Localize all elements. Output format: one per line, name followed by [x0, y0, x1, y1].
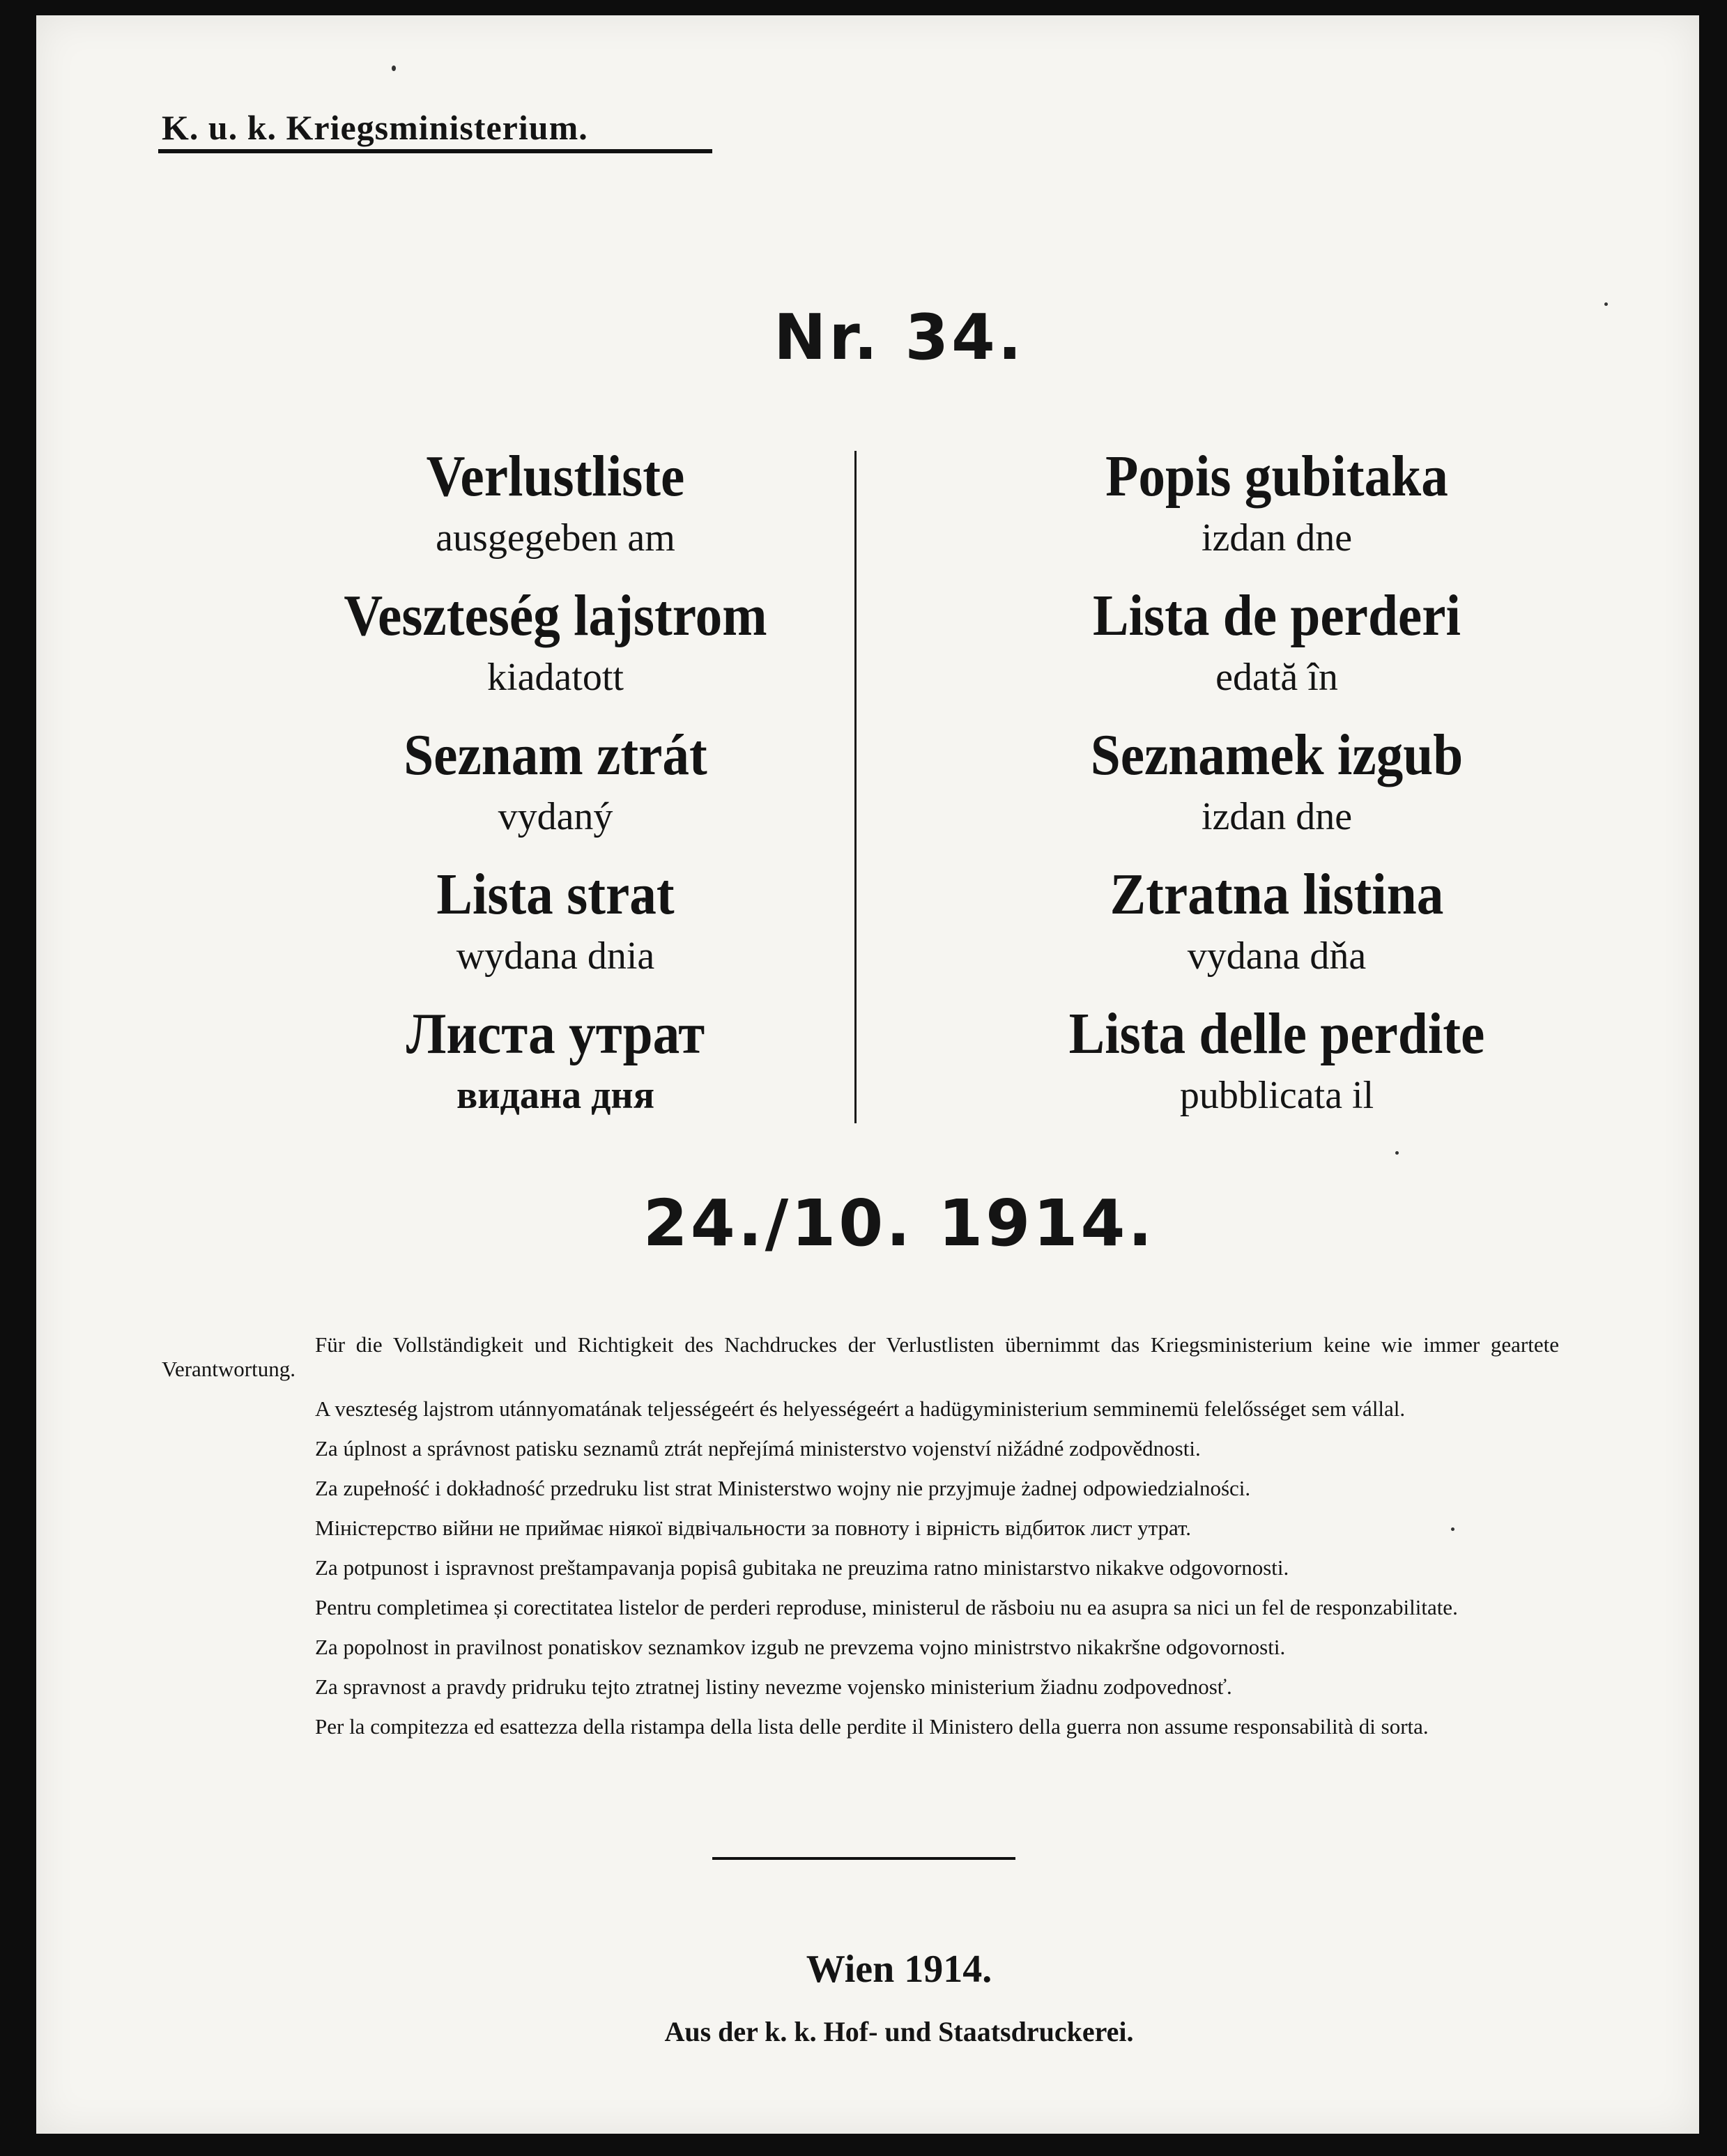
- title-slovene: Seznamek izgub: [1090, 723, 1464, 787]
- ink-speck: [392, 66, 396, 71]
- title-czech: Seznam ztrát: [404, 723, 707, 787]
- title-entry-romanian: [914, 580, 1639, 719]
- title-polish: Lista strat: [436, 862, 675, 927]
- subtitle-slovene: izdan dne: [1201, 795, 1353, 838]
- subtitle-ruthenian: видана дня: [456, 1074, 654, 1117]
- disclaimer-hungarian: A veszteség lajstrom utánnyomatának teljességeért és helyességeért a hadügyministerium semminemü felelősséget sem vállal.: [315, 1396, 1406, 1421]
- imprint-printer: Aus der k. k. Hof- und Staatsdruckerei.: [664, 2016, 1134, 2047]
- disclaimer-czech: Za úplnost a správnost patisku seznamů ztrát nepřejímá ministerstvo vojenství nižádné zodpovědnosti.: [315, 1436, 1201, 1461]
- subtitle-czech: vydaný: [498, 795, 613, 838]
- header-rule: [158, 149, 712, 153]
- subtitle-slovak: vydana dňa: [1187, 934, 1367, 978]
- titles-left-column: [190, 440, 921, 1137]
- title-hungarian: Veszteség lajstrom: [344, 583, 767, 648]
- title-entry-slovak: [914, 858, 1639, 998]
- ministry-header: K. u. k. Kriegsministerium.: [162, 108, 588, 147]
- title-entry-croatian: [914, 440, 1639, 580]
- title-slovak: Ztratna listina: [1110, 862, 1444, 927]
- list-number: Nr. 34.: [774, 301, 1024, 374]
- ink-speck: [1395, 1151, 1399, 1155]
- title-entry-hungarian: [190, 580, 921, 719]
- subtitle-italian: pubblicata il: [1179, 1074, 1374, 1117]
- title-entry-ruthenian: [190, 998, 921, 1137]
- disclaimer-german: Für die Vollständigkeit und Richtigkeit des Nachdruckes der Verlustlisten übernimmt das Kriegsministerium keine wie immer geartete Verantwortung.: [162, 1332, 1559, 1381]
- title-romanian: Lista de perderi: [1092, 583, 1461, 648]
- issue-date: 24./10. 1914.: [643, 1186, 1156, 1261]
- footer-rule: [712, 1857, 1015, 1860]
- subtitle-german: ausgegeben am: [436, 516, 675, 560]
- disclaimer-ruthenian: Міністерство війни не приймає ніякої відвічальности за повноту і вірність відбиток лист утрат.: [315, 1516, 1191, 1540]
- title-entry-german: [190, 440, 921, 580]
- disclaimer-polish: Za zupełność i dokładność przedruku list strat Ministerstwo wojny nie przyjmuje żadnej odpowiedzialności.: [315, 1476, 1251, 1500]
- disclaimer-block: [162, 1332, 1559, 1754]
- subtitle-polish: wydana dnia: [456, 934, 655, 978]
- title-entry-polish: [190, 858, 921, 998]
- title-entry-czech: [190, 719, 921, 858]
- disclaimer-slovak: Za spravnost a pravdy pridruku tejto ztratnej listiny nevezme vojensko ministerium žiadnu zodpovednosť.: [315, 1674, 1232, 1699]
- subtitle-hungarian: kiadatott: [487, 656, 624, 699]
- disclaimer-italian: Per la compitezza ed esattezza della ristampa della lista delle perdite il Ministero della guerra non assume responsabilità di sorta.: [315, 1714, 1429, 1739]
- imprint-city: Wien 1914.: [806, 1948, 992, 1991]
- subtitle-croatian: izdan dne: [1201, 516, 1353, 560]
- disclaimer-slovene: Za popolnost in pravilnost ponatiskov seznamkov izgub ne prevzema vojno ministrstvo nikakršne odgovornosti.: [315, 1635, 1286, 1659]
- subtitle-romanian: edată în: [1215, 656, 1338, 699]
- document-page: [36, 15, 1699, 2134]
- column-divider: [854, 451, 857, 1123]
- title-german: Verlustliste: [426, 444, 685, 509]
- title-ruthenian: Листа утрат: [406, 1001, 705, 1066]
- disclaimer-croatian: Za potpunost i ispravnost preštampavanja popisâ gubitaka ne preuzima ratno ministarstvo nikakve odgovornosti.: [315, 1555, 1289, 1580]
- title-entry-italian: [914, 998, 1639, 1137]
- title-croatian: Popis gubitaka: [1105, 444, 1448, 509]
- disclaimer-romanian: Pentru completimea și corectitatea listelor de perderi reproduse, ministerul de răsboiu nu ea asupra sa nici un fel de responzabilitate.: [315, 1595, 1458, 1619]
- title-italian: Lista delle perdite: [1068, 1001, 1485, 1066]
- titles-right-column: [914, 440, 1639, 1137]
- title-entry-slovene: [914, 719, 1639, 858]
